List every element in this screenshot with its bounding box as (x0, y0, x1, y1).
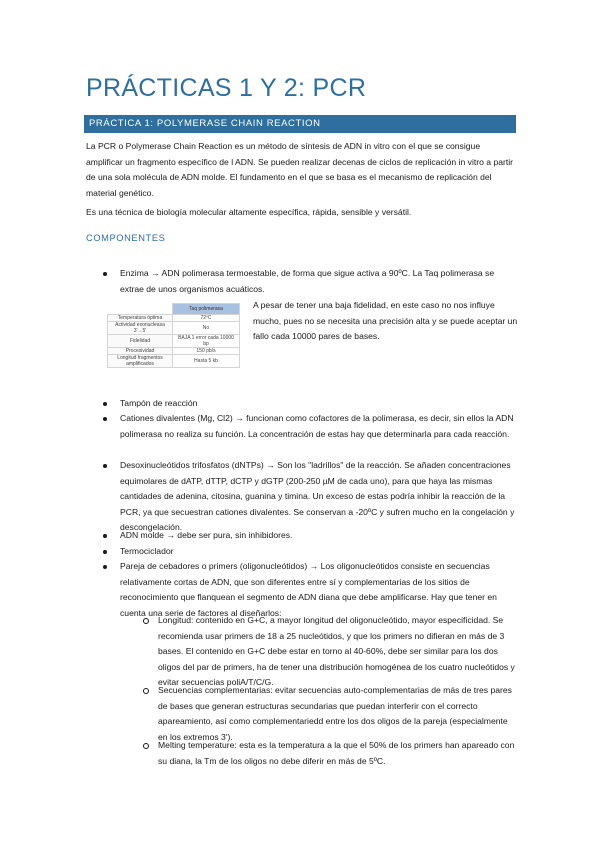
table-row (108, 335, 240, 348)
sub-item-melting (158, 738, 518, 769)
table-header: Taq polimerasa (173, 304, 240, 315)
melting-text: Melting temperature: esta es la temperatura a la que el 50% de los primers han apareado con su diana, la Tm de los oligos no debe diferir en más de 5ºC. (158, 740, 515, 766)
bullet-dot-icon (103, 272, 107, 276)
table-corner (108, 304, 173, 315)
table-row (108, 322, 240, 335)
sub-item-complementary (158, 683, 518, 745)
thermocycler-text: Termociclador (120, 546, 174, 556)
list-item-cations (120, 411, 518, 442)
complementary-text: Secuencias complementarias: evitar secuencias auto-complementarias de más de tres pares de bases que generan estructuras secundarias que puedan interferir con el correcto apareamiento, así como complementariedd entre los dos oligos de la pareja (especialmente en los extremos 3'). (158, 685, 512, 742)
table-cell-value: BAJA 1 error cada 10000 bp (173, 335, 240, 348)
list-item-enzyme (120, 266, 518, 297)
bullet-circle-icon (143, 618, 149, 624)
table-cell-label: Fidelidad (108, 335, 173, 348)
list-item-thermocycler (120, 544, 518, 560)
table-row (108, 315, 240, 322)
bullet-dot-icon (103, 565, 107, 569)
bullet-dot-icon (103, 550, 107, 554)
template-text: ADN molde → debe ser pura, sin inhibidores. (120, 530, 293, 540)
intro-summary: Es una técnica de biología molecular altamente específica, rápida, sensible y versátil. (86, 207, 412, 217)
table-cell-value: Hasta 5 kb (173, 355, 240, 368)
bullet-circle-icon (143, 688, 149, 694)
fidelity-note: A pesar de tener una baja fidelidad, en este caso no nos influye mucho, pues no se necesita una precisión alta y se puede aceptar un fallo cada 10000 pares de bases. (253, 300, 518, 341)
table-cell-value: 72ºC (173, 315, 240, 322)
length-text: Longitud: contenido en G+C, a mayor longitud del oligonucleótido, mayor especificidad. Se recomienda usar primers de 18 a 25 nucleótidos, y que los primers no difieran en más de 3 bases. El contenido en G+C debe estar en torno al 40-60%, debe ser similar para los dos oligos del par de primers, ha de tener una distribución homogénea de los cuatro nucleótidos y evitar secuencias poliA/T/C/G. (158, 615, 515, 687)
dntps-text: Desoxinucleótidos trifosfatos (dNTPs) → Son los "ladrillos" de la reacción. Se añaden concentraciones equimolares de dATP, dTTP, dCTP y dGTP (200-250 µM de cada uno), para que haya las mismas cantidades de adenina, citosina, guanina y timina. Un exceso de estas podría inhibir la reacción de la PCR, ya que secuestran cationes divalentes. Se conservan a -20ºC y sufren mucho en la congelación y descongelación. (120, 460, 515, 532)
enzyme-text: Enzima → ADN polimerasa termoestable, de forma que sigue activa a 90ºC. La Taq polimerasa se extrae de unos organismos acuáticos. (120, 268, 495, 294)
intro-paragraph: La PCR o Polymerase Chain Reaction es un método de síntesis de ADN in vitro con el que se consigue amplificar un fragmento específico de l ADN. Se pueden realizar decenas de ciclos de replicación in vitro a partir de una sola molécula de ADN molde. El fundamento en el que se basa es el mecanismo de replicación del material genético. (86, 141, 514, 198)
bullet-dot-icon (103, 402, 107, 406)
bullet-dot-icon (103, 534, 107, 538)
bullet-dot-icon (103, 417, 107, 421)
primers-text: Pareja de cebadores o primers (oligonucleótidos) → Los oligonucleótidos consiste en secuencias relativamente cortas de ADN, que son diferentes entre sí y complementarias de los sitios de reconocimiento que flanquean el segmento de ADN diana que debe amplificarse. Hay que tener en cuenta una serie de factores al diseñarlos: (120, 561, 497, 618)
list-item-buffer (120, 396, 518, 412)
components-heading: COMPONENTES (86, 233, 166, 243)
table-cell-label: Longitud fragmentos amplificados (108, 355, 173, 368)
bullet-circle-icon (143, 743, 149, 749)
table-cell-value: No (173, 322, 240, 335)
table-cell-label: Procesividad (108, 348, 173, 355)
list-item-primers (120, 559, 518, 621)
table-row (108, 355, 240, 368)
table-row (108, 348, 240, 355)
table-cell-label: Temperatura óptima (108, 315, 173, 322)
section-heading-bar: PRÁCTICA 1: POLYMERASE CHAIN REACTION (84, 115, 516, 133)
bullet-dot-icon (103, 464, 107, 468)
buffer-text: Tampón de reacción (120, 398, 198, 408)
sub-item-length (158, 613, 518, 691)
list-item-dntps (120, 458, 518, 536)
page-title: PRÁCTICAS 1 Y 2: PCR (86, 74, 367, 102)
table-cell-label: Actividad exonucleasa 3'→5' (108, 322, 173, 335)
list-item-template (120, 528, 518, 544)
table-cell-value: 150 pb/s (173, 348, 240, 355)
taq-polymerase-table (107, 303, 240, 368)
cations-text: Cationes divalentes (Mg, Cl2) → funcionan como cofactores de la polimerasa, es decir, sin ellos la ADN polimerasa no realiza su función. La concentración de estas hay que determinarla para cada reacción. (120, 413, 514, 439)
